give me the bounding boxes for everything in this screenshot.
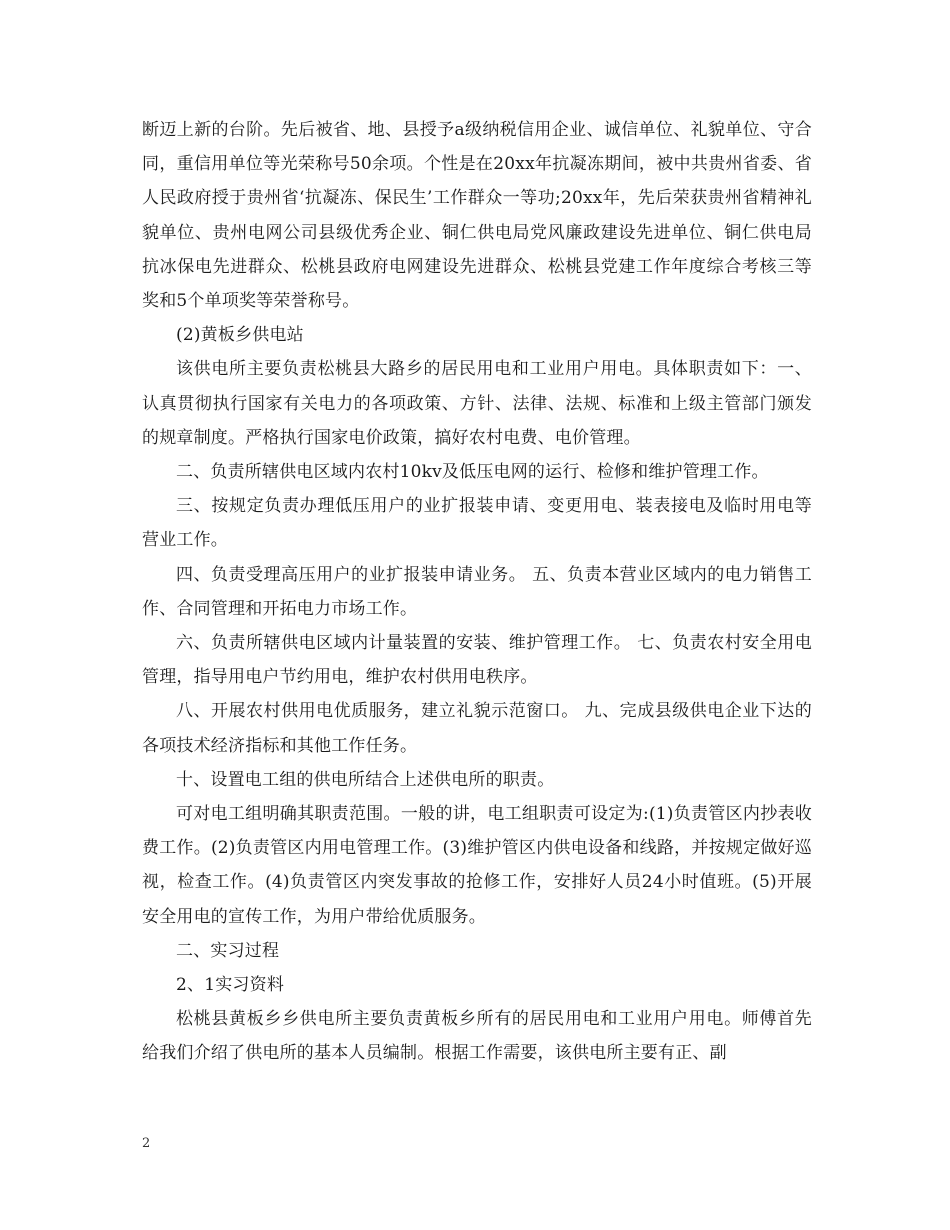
paragraph-duties-intro: 该供电所主要负责松桃县大路乡的居民用电和工业用户用电。具体职责如下：一、认真贯彻执行国家有关电力的各项政策、方针、法律、法规、标准和上级主管部门颁发的规章制度。严格执行国家电价政策，搞好农村电费、电价管理。 — [142, 359, 812, 448]
paragraph-internship-material: 松桃县黄板乡乡供电所主要负责黄板乡所有的居民用电和工业用户用电。师傅首先给我们介绍了供电所的基本人员编制。根据工作需要，该供电所主要有正、副 — [142, 1009, 812, 1064]
paragraph-internship-process-heading: 二、实习过程 — [176, 940, 280, 961]
paragraph-duty-8-9: 八、开展农村供用电优质服务，建立礼貌示范窗口。 九、完成县级供电企业下达的各项技术经济指标和其他工作任务。 — [142, 701, 812, 756]
paragraph-electrician-group: 可对电工组明确其职责范围。一般的讲，电工组职责可设定为:(1)负责管区内抄表收费工作。(2)负责管区内用电管理工作。(3)维护管区内供电设备和线路，并按规定做好巡视，检查工作。(4)负责管区内突发事故的抢修工作，安排好人员24小时值班。(5)开展安全用电的宣传工作，为用户带给优质服务。 — [142, 804, 812, 927]
paragraph-duty-6-7: 六、负责所辖供电区域内计量装置的安装、维护管理工作。 七、负责农村安全用电管理，指导用电户节约用电，维护农村供用电秩序。 — [142, 633, 812, 688]
paragraph-internship-material-heading: 2、1实习资料 — [176, 975, 285, 996]
page-number: 2 — [142, 1136, 151, 1151]
paragraph-duty-4-5: 四、负责受理高压用户的业扩报装申请业务。 五、负责本营业区域内的电力销售工作、合同管理和开拓电力市场工作。 — [142, 564, 812, 619]
paragraph-honors-continued: 断迈上新的台阶。先后被省、地、县授予a级纳税信用企业、诚信单位、礼貌单位、守合同，重信用单位等光荣称号50余项。个性是在20xx年抗凝冻期间，被中共贵州省委、省人民政府授于贵州省‘抗凝冻、保民生’工作群众一等功;20xx年，先后荣获贵州省精神礼貌单位、贵州电网公司县级优秀企业、铜仁供电局党风廉政建设先进单位、铜仁供电局抗冰保电先进群众、松桃县政府电网建设先进群众、松桃县党建工作年度综合考核三等奖和5个单项奖等荣誉称号。 — [142, 120, 812, 312]
document-body — [142, 113, 812, 1071]
paragraph-duty-3: 三、按规定负责办理低压用户的业扩报装申请、变更用电、装表接电及临时用电等营业工作。 — [142, 496, 812, 551]
paragraph-section-heading: (2)黄板乡供电站 — [176, 325, 304, 346]
paragraph-duty-10: 十、设置电工组的供电所结合上述供电所的职责。 — [176, 769, 555, 790]
paragraph-duty-2: 二、负责所辖供电区域内农村10kv及低压电网的运行、检修和维护管理工作。 — [176, 462, 769, 483]
